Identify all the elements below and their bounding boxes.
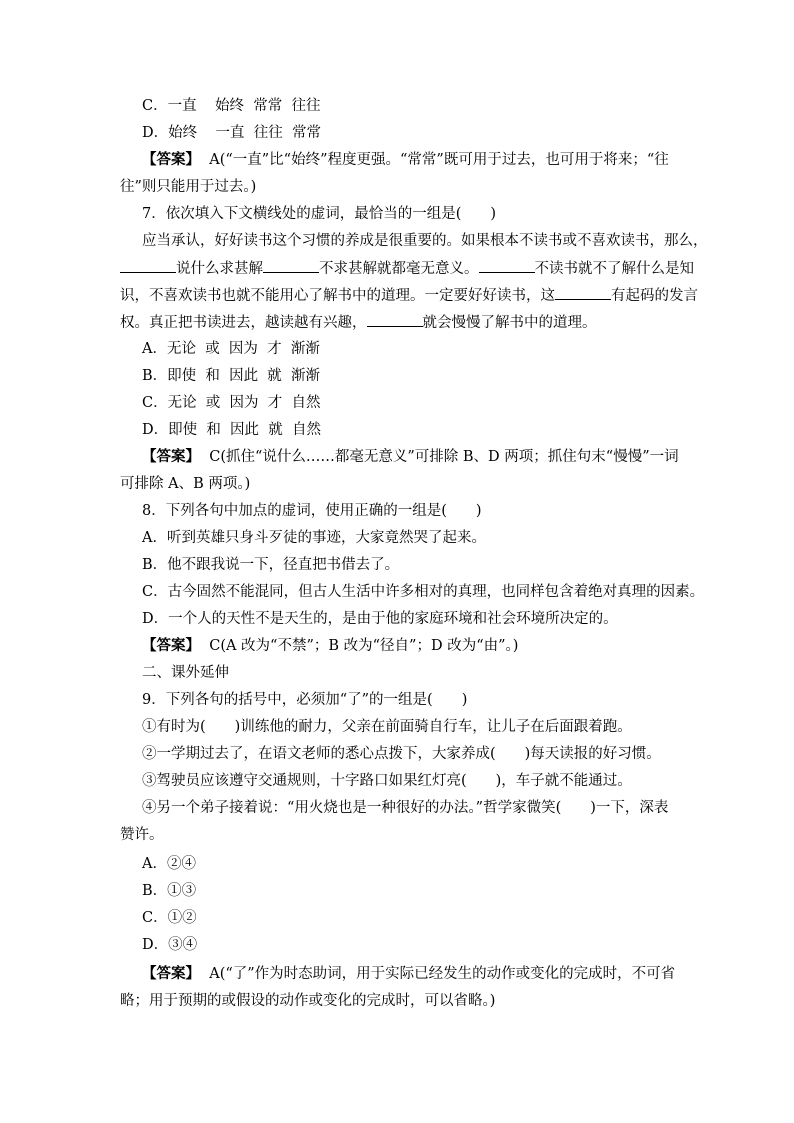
- q9-option-b: B．①③: [142, 883, 197, 899]
- answer-label: 【答案】: [142, 151, 200, 168]
- q7-option-b: B．即使 和 因此 就 渐渐: [142, 368, 321, 384]
- q7-option-c: C．无论 或 因为 才 自然: [142, 395, 321, 411]
- q8-option-d: D．一个人的天性不是天生的，是由于他的家庭环境和社会环境所决定的。: [142, 611, 618, 627]
- q7-text-3: 识，不喜欢读书也就不能用心了解书中的道理。一定要好好读书，这 有起码的发言: [120, 285, 698, 305]
- q7-text-2: 说什么求甚解 不求甚解就都毫无意义。 不读书就不了解什么是知: [120, 258, 694, 278]
- q9-option-c: C．①②: [142, 910, 197, 926]
- option-d-prev: D．始终 一直 往往 常常: [142, 125, 321, 141]
- answer-8: 【答案】 C(A 改为“不禁”；B 改为“径自”；D 改为“由”。): [142, 637, 519, 654]
- answer-6: 【答案】 A(“一直”比“始终”程度更强。“常常”既可用于过去，也可用于将来；“往: [142, 151, 669, 168]
- q7-text-4: 权。真正把书读进去，越读越有兴趣， 就会慢慢了解书中的道理。: [120, 312, 597, 332]
- answer-9: 【答案】 A(“了”作为时态助词，用于实际已经发生的动作或变化的完成时，不可省: [142, 965, 676, 982]
- blank: [120, 258, 176, 273]
- answer-7-cont: 可排除 A、B 两项。): [120, 476, 251, 492]
- q9-option-d: D．③④: [142, 937, 198, 953]
- q9-item-4-cont: 赞许。: [120, 827, 164, 843]
- answer-7: 【答案】 C(抓住“说什么……都毫无意义”可排除 B、D 两项；抓住句末“慢慢”一词: [142, 448, 679, 465]
- blank: [263, 258, 319, 273]
- q8-option-c: C．古今固然不能混同，但古人生活中许多相对的真理，也同样包含着绝对真理的因素。: [142, 584, 705, 600]
- question-7: 7．依次填入下文横线处的虚词，最恰当的一组是( ): [142, 206, 497, 222]
- blank: [479, 258, 535, 273]
- answer-9-cont: 略；用于预期的或假设的动作或变化的完成时，可以省略。): [120, 993, 496, 1009]
- question-9: 9．下列各句的括号中，必须加“了”的一组是( ): [142, 692, 468, 708]
- q7-option-d: D．即使 和 因此 就 自然: [142, 422, 321, 438]
- option-c-prev: C．一直 始终 常常 往往: [142, 98, 321, 114]
- answer-6-cont: 往”则只能用于过去。): [120, 179, 257, 195]
- q8-option-b: B．他不跟我说一下，径直把书借去了。: [142, 557, 400, 573]
- question-8: 8．下列各句中加点的虚词，使用正确的一组是( ): [142, 503, 482, 519]
- section-heading: 二、课外延伸: [142, 665, 229, 681]
- q9-item-3: ③驾驶员应该遵守交通规则，十字路口如果红灯亮( )，车子就不能通过。: [142, 773, 632, 789]
- q7-option-a: A．无论 或 因为 才 渐渐: [142, 341, 320, 357]
- q7-text-1: 应当承认，好好读书这个习惯的养成是很重要的。如果根本不读书或不喜欢读书，那么，: [142, 233, 708, 249]
- q9-item-4: ④另一个弟子接着说：“用火烧也是一种很好的办法。”哲学家微笑( )一下，深表: [142, 800, 669, 816]
- q9-item-2: ②一学期过去了，在语文老师的悉心点拨下，大家养成( )每天读报的好习惯。: [142, 746, 661, 762]
- q9-item-1: ①有时为( )训练他的耐力，父亲在前面骑自行车，让儿子在后面跟着跑。: [142, 719, 632, 735]
- blank: [555, 285, 611, 300]
- q8-option-a: A．听到英雄只身斗歹徒的事迹，大家竟然哭了起来。: [142, 530, 486, 546]
- q9-option-a: A．②④: [142, 856, 196, 872]
- blank: [367, 312, 423, 327]
